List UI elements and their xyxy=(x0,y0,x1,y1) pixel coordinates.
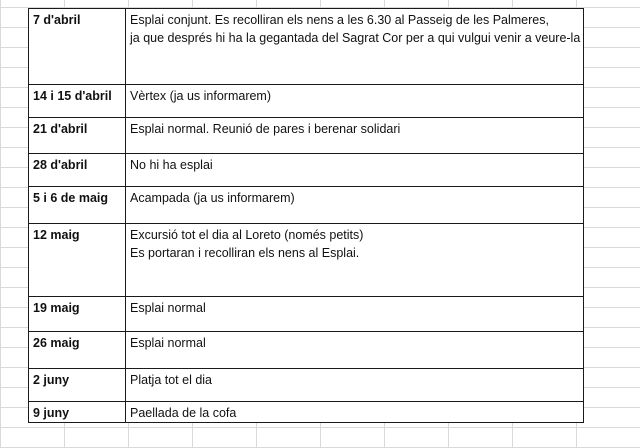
date-cell[interactable]: 21 d'abril xyxy=(29,118,126,154)
activity-cell[interactable] xyxy=(126,85,584,118)
activity-line: Excursió tot el dia al Loreto (només petits) xyxy=(130,228,364,242)
activity-cell[interactable] xyxy=(126,332,584,369)
activity-line: Esplai normal xyxy=(130,336,206,350)
table-row xyxy=(29,224,584,297)
table-row xyxy=(29,85,584,118)
activity-line: Acampada (ja us informarem) xyxy=(130,191,295,205)
date-cell[interactable]: 14 i 15 d'abril xyxy=(29,85,126,118)
table-row xyxy=(29,369,584,402)
activity-line: ja que després hi ha la gegantada del Sagrat Cor per a qui vulgui venir a veure-la xyxy=(130,31,581,45)
activity-line: Esplai normal xyxy=(130,301,206,315)
activity-line: Platja tot el dia xyxy=(130,373,212,387)
activity-cell[interactable] xyxy=(126,9,584,85)
activity-cell[interactable] xyxy=(126,187,584,224)
date-cell[interactable]: 19 maig xyxy=(29,297,126,332)
activity-line: Esplai normal. Reunió de pares i berenar solidari xyxy=(130,122,401,136)
table-row xyxy=(29,402,584,423)
activity-line: No hi ha esplai xyxy=(130,158,213,172)
activity-cell[interactable] xyxy=(126,154,584,187)
activity-cell[interactable] xyxy=(126,118,584,154)
date-cell[interactable]: 12 maig xyxy=(29,224,126,297)
table-row xyxy=(29,9,584,85)
date-cell[interactable]: 28 d'abril xyxy=(29,154,126,187)
activity-cell[interactable] xyxy=(126,224,584,297)
date-cell[interactable]: 9 juny xyxy=(29,402,126,423)
activity-cell[interactable] xyxy=(126,402,584,423)
activity-line: Vèrtex (ja us informarem) xyxy=(130,89,272,103)
table-row xyxy=(29,332,584,369)
date-cell[interactable]: 5 i 6 de maig xyxy=(29,187,126,224)
activity-cell[interactable] xyxy=(126,297,584,332)
date-cell[interactable]: 7 d'abril xyxy=(29,9,126,85)
activity-cell[interactable] xyxy=(126,369,584,402)
table-row xyxy=(29,297,584,332)
table-row xyxy=(29,187,584,224)
activity-line: Es portaran i recolliran els nens al Esplai. xyxy=(130,246,360,260)
table-row xyxy=(29,154,584,187)
schedule-table xyxy=(28,8,584,423)
date-cell[interactable]: 2 juny xyxy=(29,369,126,402)
activity-line: Esplai conjunt. Es recolliran els nens a les 6.30 al Passeig de les Palmeres, xyxy=(130,13,549,27)
table-row xyxy=(29,118,584,154)
date-cell[interactable]: 26 maig xyxy=(29,332,126,369)
activity-line: Paellada de la cofa xyxy=(130,406,237,420)
